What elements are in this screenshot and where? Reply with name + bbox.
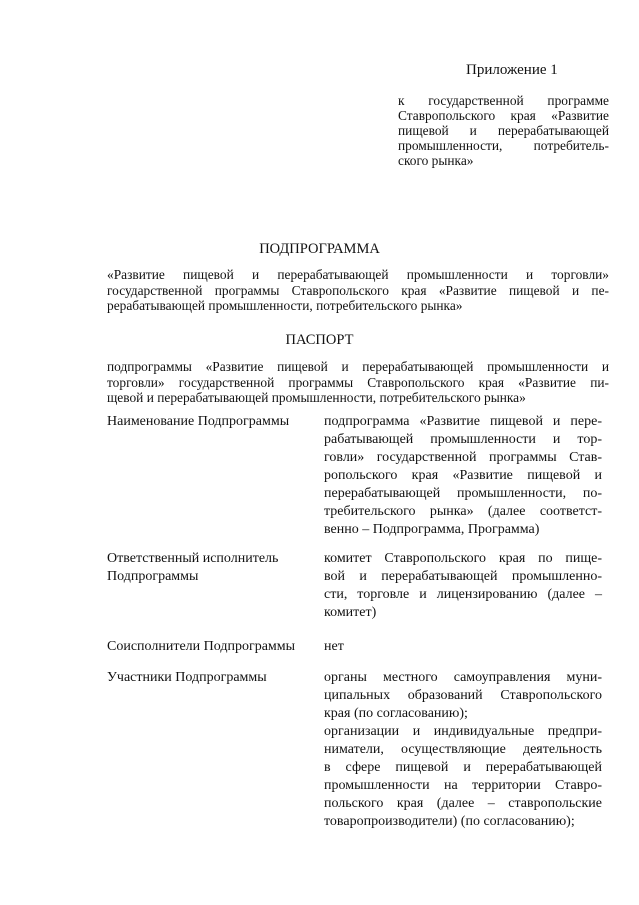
appendix-note-line: к государственной программе [398,93,609,108]
appendix-note-line: пищевой и перерабатывающей [398,123,609,138]
passport-intro-line: торговли» государственной программы Ставропольского края «Развитие пи- [107,374,609,390]
subprogram-title [107,267,609,314]
row-value-line: нет [324,639,344,654]
row-value-line: ниматели, осуществляющие деятельность [324,742,602,757]
passport-intro [107,359,609,406]
passport-row-value-participants [324,669,602,831]
row-label-line: Ответственный исполнитель [107,551,279,566]
row-value-line: перерабатывающей промышленности, по- [324,486,602,501]
row-value-line: ропольского края «Развитие пищевой и [324,468,602,483]
passport-row-label-executor [107,550,317,586]
subprogram-title-line: рерабатывающей промышленности, потребительского рынка» [107,298,463,313]
row-value-line: промышленности на территории Ставро- [324,778,602,793]
row-value-line: комитет) [324,605,377,620]
passport-row-value-name [324,413,602,539]
passport-intro-line: щевой и перерабатывающей промышленности, потребительского рынка» [107,390,526,405]
row-label-line: Соисполнители Подпрограммы [107,639,296,654]
row-value-line: органы местного самоуправления муни- [324,670,602,685]
row-value-line: говли» государственной программы Став- [324,450,602,465]
row-value-line: товаропроизводители) (по согласованию); [324,814,575,829]
row-value-line: ципальных образований Ставропольского [324,688,602,703]
passport-row-label-name [107,413,317,431]
row-value-line: сти, торговле и лицензированию (далее – [324,587,602,602]
row-value-line: польского края (далее – ставропольские [324,796,602,811]
passport-row-label-coexecutors [107,638,317,656]
row-label-line: Наименование Подпрограммы [107,414,290,429]
appendix-note-line: ского рынка» [398,153,474,168]
row-label-line: Участники Подпрограммы [107,670,267,685]
appendix-note-line: Ставропольского края «Развитие [398,108,609,123]
passport-row-label-participants [107,669,317,687]
row-value-line: края (по согласованию); [324,706,468,721]
row-value-line: рабатывающей промышленности и тор- [324,432,602,447]
row-label-line: Подпрограммы [107,569,199,584]
subprogram-heading: ПОДПРОГРАММА [259,241,380,257]
row-value-line: венно – Подпрограмма, Программа) [324,522,540,537]
passport-row-value-coexecutors [324,638,602,656]
row-value-line: организации и индивидуальные предпри- [324,724,602,739]
appendix-note [398,93,609,168]
subprogram-title-line: «Развитие пищевой и перерабатывающей промышленности и торговли» [107,267,609,282]
row-value-line: вой и перерабатывающей промышленно- [324,569,602,584]
row-value-line: подпрограмма «Развитие пищевой и пере- [324,414,602,429]
appendix-title: Приложение 1 [466,62,558,78]
subprogram-title-line: государственной программы Ставропольского края «Развитие пищевой и пе- [107,282,609,298]
row-value-line: требительского рынка» (далее соответст- [324,504,602,519]
passport-row-value-executor [324,550,602,622]
passport-heading: ПАСПОРТ [285,332,354,348]
passport-intro-line: подпрограммы «Развитие пищевой и перерабатывающей промышленности и [107,359,609,374]
row-value-line: комитет Ставропольского края по пище- [324,551,602,566]
row-value-line: в сфере пищевой и перерабатывающей [324,760,602,775]
appendix-note-line: промышленности, потребитель- [398,138,609,153]
